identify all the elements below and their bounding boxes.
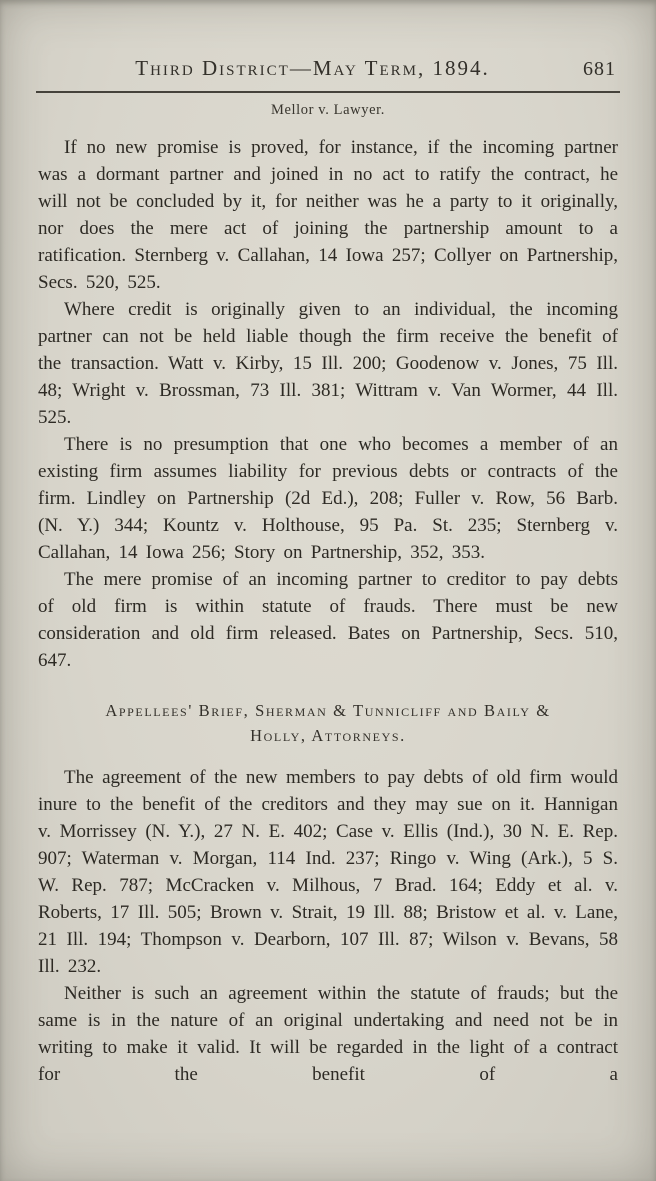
paragraph: There is no presumption that one who becomes a member of an existing firm assumes liability for previous debts or contracts of the firm. Lindley on Partnership (2d Ed.), 208; Fuller v. Row, 56 Barb. (N. Y.) 344; Kountz v. Holthouse, 95 Pa. St. 235; Sternberg v. Callahan, 14 Iowa 256; Story on Partnership, 352, 353. xyxy=(38,434,618,563)
header-rule xyxy=(36,91,620,93)
running-head: Third District—May Term, 1894. xyxy=(135,56,490,80)
paragraph: Where credit is originally given to an individual, the incoming partner can not be held liable though the firm receive the benefit of the transaction. Watt v. Kirby, 15 Ill. 200; Goodenow v. Jones, 75 Ill. 48; Wright v. Brossman, 73 Ill. 381; Wittram v. Van Wormer, 44 Ill. 525. xyxy=(38,299,618,428)
paragraph: The mere promise of an incoming partner to creditor to pay debts of old firm is within statute of frauds. There must be new consideration and old firm released. Bates on Partnership, Secs. 510, 647. xyxy=(38,569,618,671)
paragraph: If no new promise is proved, for instance, if the incoming partner was a dormant partner and joined in no act to ratify the contract, he will not be concluded by it, for neither was he a party to it originally, nor does the mere act of joining the partnership amount to a ratification. Sternberg v. Callahan, 14 Iowa 257; Collyer on Partnership, Secs. 520, 525. xyxy=(38,137,618,293)
paragraph: The agreement of the new members to pay debts of old firm would inure to the benefit of the creditors and they may sue on it. Hannigan v. Morrissey (N. Y.), 27 N. E. 402; Case v. Ellis (Ind.), 30 N. E. Rep. 907; Waterman v. Morgan, 114 Ind. 237; Ringo v. Wing (Ark.), 5 S. W. Rep. 787; McCracken v. Milhous, 7 Brad. 164; Eddy et al. v. Roberts, 17 Ill. 505; Brown v. Strait, 19 Ill. 88; Bristow et al. v. Lane, 21 Ill. 194; Thompson v. Dearborn, 107 Ill. 87; Wilson v. Bevans, 58 Ill. 232. xyxy=(38,767,618,977)
page-number: 681 xyxy=(583,58,616,80)
paragraph: Neither is such an agreement within the statute of frauds; but the same is in the nature of an original undertaking and need not be in writing to make it valid. It will be regarded in the light of a contract for the benefit of a xyxy=(38,983,618,1085)
brief-heading xyxy=(38,698,618,748)
page-body xyxy=(0,119,656,1088)
brief-heading-line2: Holly, Attorneys. xyxy=(250,726,406,745)
page-header xyxy=(0,0,656,81)
case-caption: Mellor v. Lawyer. xyxy=(271,102,385,118)
brief-heading-line1: Appellees' Brief, Sherman & Tunnicliff and Baily & xyxy=(105,701,551,720)
